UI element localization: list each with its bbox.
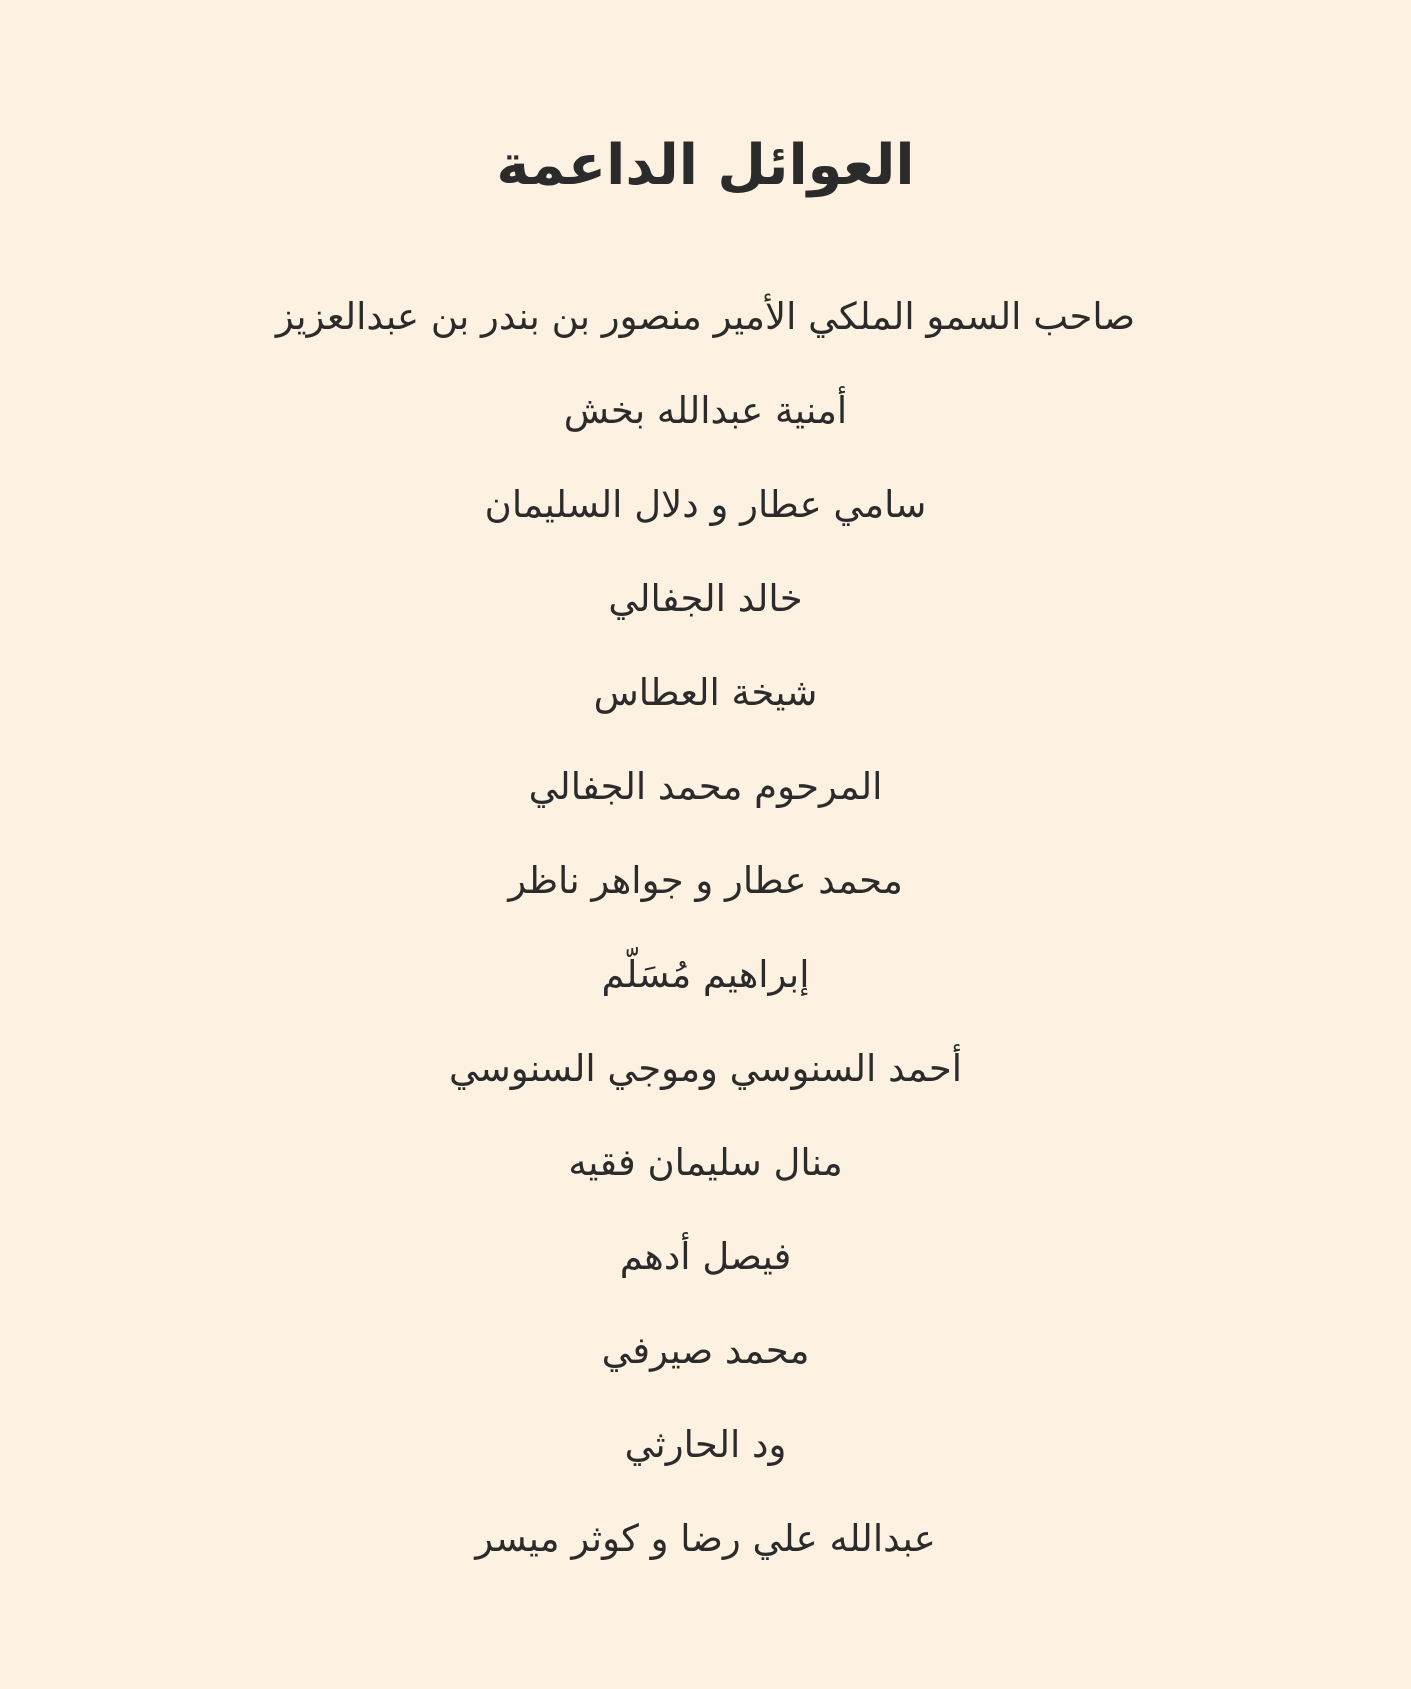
supporter-name: عبدالله علي رضا و كوثر ميسر bbox=[475, 1517, 936, 1560]
supporter-name: سامي عطار و دلال السليمان bbox=[484, 483, 927, 526]
supporter-name: محمد صيرفي bbox=[601, 1329, 810, 1372]
supporter-name: إبراهيم مُسَلّم bbox=[601, 953, 810, 996]
supporter-name: شيخة العطاس bbox=[593, 671, 818, 714]
supporter-name: صاحب السمو الملكي الأمير منصور بن بندر بن عبدالعزيز bbox=[275, 295, 1136, 338]
supporter-name: أمنية عبدالله بخش bbox=[563, 389, 848, 432]
supporter-name: خالد الجفالي bbox=[608, 577, 803, 620]
supporter-name: ود الحارثي bbox=[624, 1423, 787, 1466]
supporter-name: أحمد السنوسي وموجي السنوسي bbox=[448, 1047, 963, 1090]
supporter-name: المرحوم محمد الجفالي bbox=[528, 765, 883, 808]
page-title: العوائل الداعمة bbox=[496, 133, 915, 198]
supporter-name: فيصل أدهم bbox=[619, 1235, 792, 1278]
supporter-name: محمد عطار و جواهر ناظر bbox=[508, 859, 903, 902]
supporter-name: منال سليمان فقيه bbox=[568, 1141, 843, 1184]
supporters-list bbox=[0, 270, 1411, 1586]
